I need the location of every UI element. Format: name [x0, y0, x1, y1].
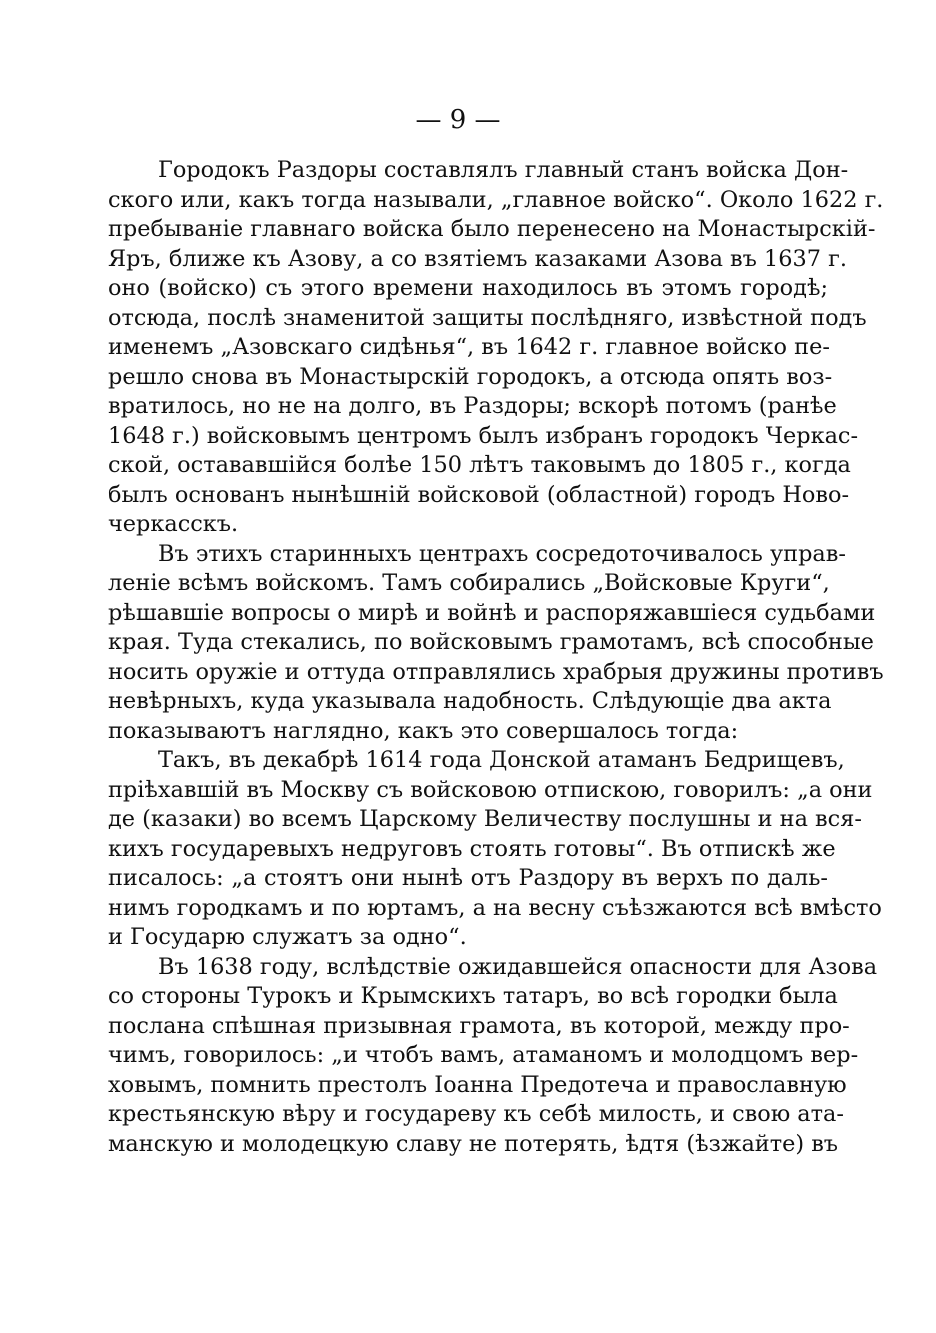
text-line: черкасскъ. — [108, 511, 239, 537]
text-line: края. Туда стекались, по войсковымъ грамотамъ, всѣ способные — [108, 629, 874, 655]
text-line: ского или, какъ тогда называли, „главное войско“. Около 1622 г. — [108, 186, 884, 213]
text-line: писалось: „а стоятъ они нынѣ отъ Раздору въ верхъ по даль- — [108, 865, 828, 891]
text-line: оно (войско) съ этого времени находилось въ этомъ городѣ; — [108, 275, 828, 301]
text-line: манскую и молодецкую славу не потерять, ѣдтя (ѣзжайте) въ — [108, 1130, 839, 1157]
text-line: послана спѣшная призывная грамота, въ которой, между про- — [108, 1012, 850, 1039]
text-line: Городокъ Раздоры составлялъ главный станъ войска Дон- — [158, 157, 849, 183]
text-line: именемъ „Азовскаго сидѣнья“, въ 1642 г. главное войско пе- — [108, 334, 830, 360]
text-line: отсюда, послѣ знаменитой защиты послѣдняго, извѣстной подъ — [108, 304, 867, 331]
text-line: нимъ городкамъ и по юртамъ, а на весну съѣзжаются всѣ вмѣсто — [108, 894, 882, 921]
text-line: Такъ, въ декабрѣ 1614 года Донской атаманъ Бедрищевъ, — [158, 747, 845, 773]
paragraph-1 — [108, 156, 884, 540]
text-line: пребываніе главнаго войска было перенесено на Монастырскій- — [108, 216, 876, 242]
text-line: решло снова въ Монастырскій городокъ, а отсюда опять воз- — [108, 363, 833, 390]
text-line: со стороны Турокъ и Крымскихъ татаръ, во всѣ городки была — [108, 983, 838, 1009]
paragraph-3 — [108, 746, 882, 953]
text-line: Яръ, ближе къ Азову, а со взятіемъ казаками Азова въ 1637 г. — [108, 245, 847, 272]
text-line: былъ основанъ нынѣшній войсковой (областной) городъ Ново- — [108, 481, 850, 508]
text-line: ховымъ, помнить престолъ Іоанна Предотеча и православную — [108, 1071, 847, 1098]
text-line: Въ 1638 году, вслѣдствіе ожидавшейся опасности для Азова — [158, 953, 878, 980]
text-line: де (казаки) во всемъ Царскому Величеству послушны и на вся- — [108, 806, 862, 832]
text-line: и Государю служатъ за одно“. — [108, 924, 467, 950]
text-line: рѣшавшіе вопросы о мирѣ и войнѣ и распоряжавшіеся судьбами — [108, 599, 876, 626]
text-line: чимъ, говорилось: „и чтобъ вамъ, атаманомъ и молодцомъ вер- — [108, 1042, 859, 1068]
text-line: 1648 г.) войсковымъ центромъ былъ избранъ городокъ Черкас- — [108, 422, 859, 449]
text-line: кихъ государевыхъ недруговъ стоять готовы“. Въ отпискѣ же — [108, 835, 836, 862]
text-line: носить оружіе и оттуда отправлялись храбрыя дружины противъ — [108, 658, 884, 685]
text-line: Въ этихъ старинныхъ центрахъ сосредоточивалось управ- — [158, 540, 846, 567]
text-line: ской, остававшійся болѣе 150 лѣтъ таковымъ до 1805 г., когда — [108, 452, 851, 478]
document-page — [108, 100, 884, 1159]
text-line: леніе всѣмъ войскомъ. Тамъ собирались „Войсковые Круги“, — [108, 570, 830, 596]
paragraph-4 — [108, 953, 878, 1160]
text-line: вратилось, но не на долго, въ Раздоры; вскорѣ потомъ (ранѣе — [108, 393, 837, 419]
page-number: — 9 — — [415, 105, 501, 135]
paragraph-2 — [108, 540, 884, 747]
text-line: невѣрныхъ, куда указывала надобность. Слѣдующіе два акта — [108, 688, 832, 714]
text-line: пріѣхавшій въ Москву съ войсковою отпискою, говорилъ: „а они — [108, 776, 873, 803]
text-line: показываютъ наглядно, какъ это совершалось тогда: — [108, 717, 739, 744]
text-line: крестьянскую вѣру и государеву къ себѣ милость, и свою ата- — [108, 1101, 844, 1127]
